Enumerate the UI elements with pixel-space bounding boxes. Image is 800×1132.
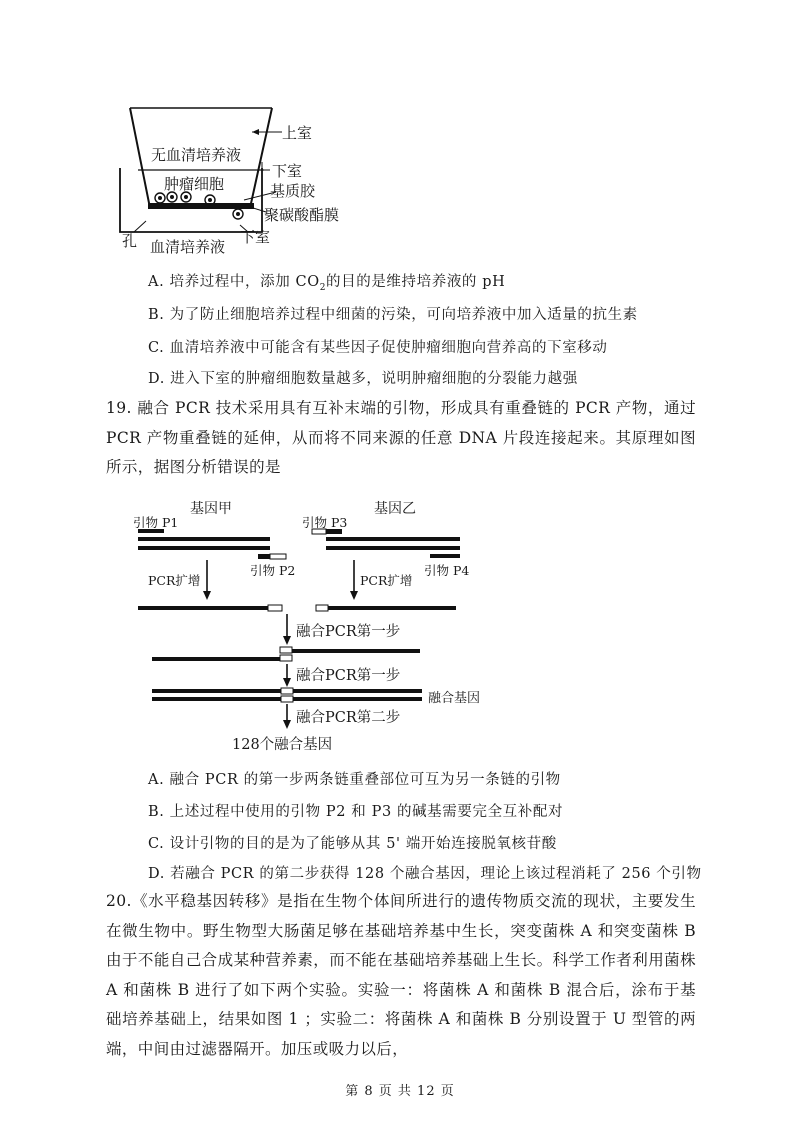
- overlap-strand-bottom: [152, 657, 292, 661]
- primer-p4: [430, 554, 460, 558]
- label-fusion-gene: 融合基因: [428, 691, 481, 706]
- gene-b-strand-bottom: [326, 546, 460, 550]
- label-p4: 引物 P4: [424, 563, 470, 578]
- label-upper-room: 上室: [282, 124, 313, 142]
- label-polycarbonate-membrane: 聚碳酸酯膜: [264, 206, 340, 224]
- product-b: [328, 606, 456, 610]
- label-gene-b: 基因乙: [374, 501, 416, 517]
- q18-option-c: C. 血清培养液中可能含有某些因子促使肿瘤细胞向营养高的下室移动: [148, 340, 608, 356]
- q20-stem: 20.《水平稳基因转移》是指在生物个体间所进行的遗传物质交流的现状，主要发生在微生物中。野生物型大肠菌足够在基础培养基中生长，突变菌株 A 和突变菌株 B 由于不能自己合成某种营养素，而不能在基础培养基础上生长。科学工作者利用菌株 A 和菌株 B 进行了如下两个实验。实验一：将菌株 A 和菌株 B 混合后，涂布于基础培养基础上，结果如图 1 ；实验二：将菌株 A 和菌株 B 分别设置于 U 型管的两端，中间由过滤器隔开。加压或吸力以后，: [106, 892, 696, 1058]
- label-serum-medium: 血清培养液: [150, 238, 226, 256]
- q18-option-a-text-2: 的目的是维持培养液的 pH: [326, 274, 506, 290]
- label-step1-a: 融合PCR第一步: [296, 624, 401, 640]
- label-lower-room-a: 下室: [272, 162, 303, 180]
- label-pcr-amp-a: PCR扩增: [148, 573, 201, 588]
- overlap-strand-top: [282, 649, 420, 653]
- gene-b-strand-top: [326, 537, 460, 541]
- q19-option-d: D. 若融合 PCR 的第二步获得 128 个融合基因，理论上该过程消耗了 256 个引物: [148, 866, 702, 882]
- q18-option-a-text: A. 培养过程中，添加 CO: [148, 274, 320, 290]
- label-p2: 引物 P2: [250, 563, 296, 578]
- label-pore: 孔: [122, 232, 138, 250]
- q19-option-c: C. 设计引物的目的是为了能够从其 5' 端开始连接脱氧核苷酸: [148, 836, 557, 852]
- label-lower-room-b: 下室: [240, 228, 271, 246]
- q18-option-d: D. 进入下室的肿瘤细胞数量越多，说明肿瘤细胞的分裂能力越强: [148, 371, 578, 387]
- q19-option-b: B. 上述过程中使用的引物 P2 和 P3 的碱基需要完全互补配对: [148, 804, 564, 820]
- label-matrigel: 基质胶: [270, 182, 316, 200]
- product-a: [138, 606, 270, 610]
- q19-option-a: A. 融合 PCR 的第一步两条链重叠部位可互为另一条链的引物: [148, 772, 561, 788]
- q18-option-a-sub: 2: [319, 282, 327, 293]
- label-p1: 引物 P1: [133, 515, 179, 530]
- label-step2: 融合PCR第二步: [296, 710, 401, 726]
- q19-stem: 19. 融合 PCR 技术采用具有互补末端的引物，形成具有重叠链的 PCR 产物，通过 PCR 产物重叠链的延伸，从而将不同来源的任意 DNA 片段连接起来。其原理如图所示，据图分析错误的是: [106, 399, 696, 476]
- label-gene-a: 基因甲: [190, 501, 232, 517]
- gene-a-strand-bottom: [138, 546, 270, 550]
- gene-a-strand-top: [138, 537, 270, 541]
- label-result: 128个融合基因: [232, 737, 333, 753]
- label-tumor-cells: 肿瘤细胞: [164, 175, 225, 193]
- label-pcr-amp-b: PCR扩增: [360, 573, 413, 588]
- label-step1-b: 融合PCR第一步: [296, 668, 401, 684]
- label-serum-free-medium: 无血清培养液: [151, 146, 242, 164]
- label-p3: 引物 P3: [302, 515, 348, 530]
- q18-option-b: B. 为了防止细胞培养过程中细菌的污染，可向培养液中加入适量的抗生素: [148, 307, 638, 323]
- page-footer: 第 8 页 共 12 页: [345, 1084, 455, 1099]
